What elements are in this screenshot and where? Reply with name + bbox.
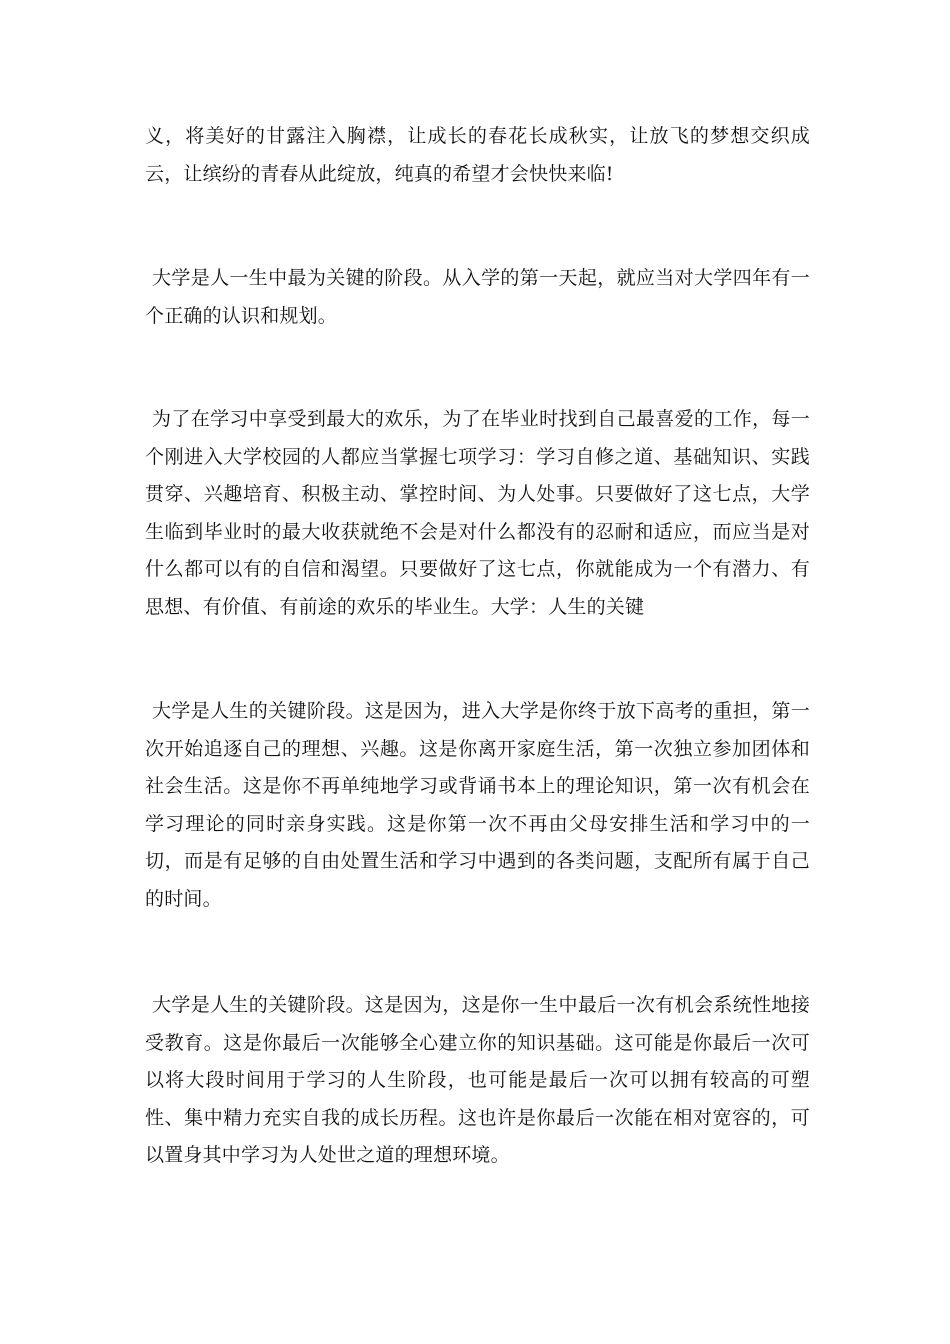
paragraph-continuation: 义，将美好的甘露注入胸襟，让成长的春花长成秋实，让放飞的梦想交织成云，让缤纷的青春从此绽放，纯真的希望才会快快来临!	[145, 125, 810, 185]
paragraph-first-time: 大学是人生的关键阶段。这是因为，进入大学是你终于放下高考的重担，第一次开始追逐自己的理想、兴趣。这是你离开家庭生活，第一次独立参加团体和社会生活。这是你不再单纯地学习或背诵书本上的理论知识，第一次有机会在学习理论的同时亲身实践。这是你第一次不再由父母安排生活和学习中的一切，而是有足够的自由处置生活和学习中遇到的各类问题，支配所有属于自己的时间。	[145, 700, 810, 910]
paragraph-seven-learnings: 为了在学习中享受到最大的欢乐，为了在毕业时找到自己最喜爱的工作，每一个刚进入大学校园的人都应当掌握七项学习：学习自修之道、基础知识、实践贯穿、兴趣培育、积极主动、掌控时间、为人处事。只要做好了这七点，大学生临到毕业时的最大收获就绝不会是对什么都没有的忍耐和适应，而应当是对什么都可以有的自信和渴望。只要做好了这七点，你就能成为一个有潜力、有思想、有价值、有前途的欢乐的毕业生。大学：人生的关键	[145, 408, 810, 618]
paragraph-university-key-stage: 大学是人一生中最为关键的阶段。从入学的第一天起，就应当对大学四年有一个正确的认识和规划。	[145, 267, 810, 327]
paragraph-last-time: 大学是人生的关键阶段。这是因为，这是你一生中最后一次有机会系统性地接受教育。这是你最后一次能够全心建立你的知识基础。这可能是你最后一次可以将大段时间用于学习的人生阶段，也可能是最后一次可以拥有较高的可塑性、集中精力充实自我的成长历程。这也许是你最后一次能在相对宽容的，可以置身其中学习为人处世之道的理想环境。	[145, 994, 810, 1166]
